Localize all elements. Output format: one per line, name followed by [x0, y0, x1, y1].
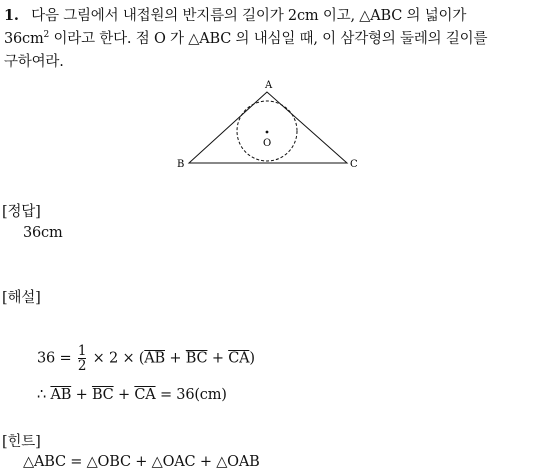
problem-line-2 [4, 27, 487, 48]
equation-result: = 36(cm) [155, 387, 227, 403]
solution-header: [해설] [2, 290, 41, 306]
equation-close: ) [249, 350, 255, 367]
label-b: B [177, 159, 185, 170]
label-c: C [350, 159, 358, 170]
problem-number: 1. [4, 7, 19, 24]
problem-area-exponent: 2 [43, 30, 50, 40]
problem-area-value: 36cm [4, 31, 44, 47]
answer-header: [정답] [2, 204, 41, 220]
segment-bc-2: $\overline{BC}$ [91, 387, 114, 403]
equation-lhs: 36 = [37, 350, 72, 367]
solution-equation-1 [37, 344, 255, 373]
solution-equation-2 [37, 387, 227, 403]
therefore-sign: ∴ [37, 387, 51, 403]
plus-sign-2: + [207, 350, 229, 367]
triangle-figure [170, 76, 370, 174]
problem-line-3 [4, 50, 64, 71]
segment-ab-2: $\overline{AB}$ [50, 387, 72, 403]
segment-ca-2: $\overline{CA}$ [134, 387, 156, 403]
problem-line-1 [4, 4, 466, 25]
label-a: A [265, 80, 273, 91]
hint-formula: △ABC = △OBC + △OAC + △OAB [23, 454, 260, 470]
fraction-denominator: 2 [77, 358, 87, 375]
plus-sign-3: + [71, 387, 92, 403]
problem-text-3: 구하여라. [4, 54, 64, 70]
segment-ab: $\overline{AB}$ [144, 350, 165, 367]
incenter-point [266, 131, 269, 134]
fraction-half [78, 344, 86, 373]
segment-ca: $\overline{CA}$ [228, 350, 250, 367]
problem-text-2: 이라고 한다. 점 O 가 △ABC 의 내심일 때, 이 삼각형의 둘레의 길이를 [49, 31, 488, 47]
plus-sign-1: + [165, 350, 186, 367]
hint-header: [힌트] [2, 434, 41, 450]
segment-bc: $\overline{BC}$ [185, 350, 208, 367]
equation-mid: × 2 × ( [92, 350, 145, 367]
fraction-numerator: 1 [77, 343, 87, 359]
plus-sign-4: + [113, 387, 135, 403]
answer-value: 36cm [23, 225, 63, 241]
triangle-abc [189, 92, 347, 163]
label-o: O [263, 138, 272, 149]
problem-text-1: 다음 그림에서 내접원의 반지름의 길이가 2cm 이고, △ABC 의 넓이가 [31, 8, 467, 24]
